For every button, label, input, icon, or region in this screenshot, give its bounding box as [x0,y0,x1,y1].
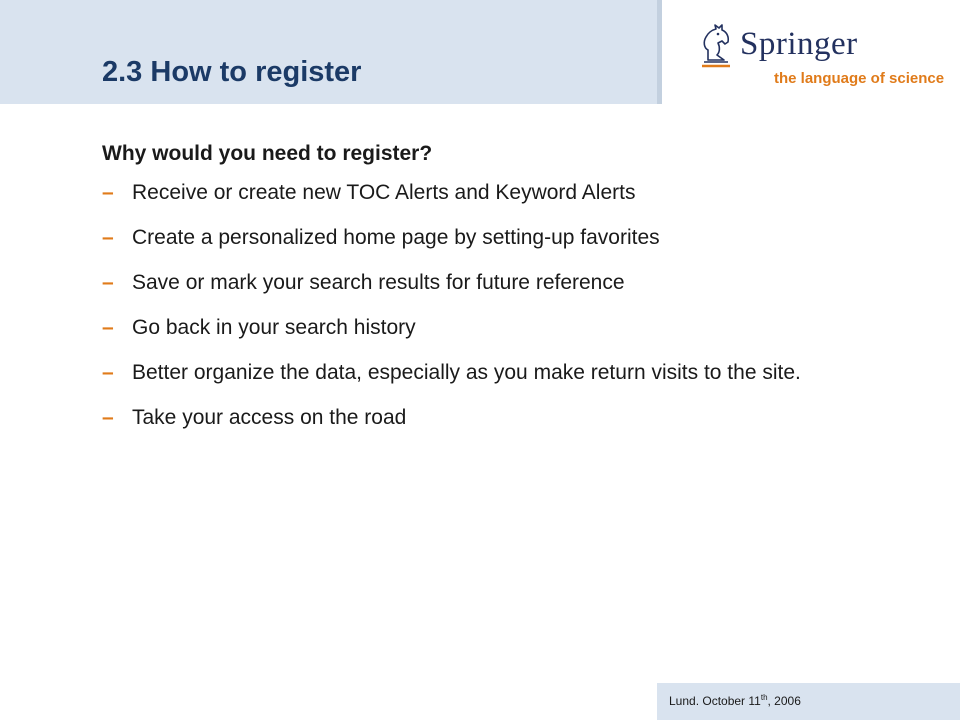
footer-date-ordinal: th [760,693,768,702]
dash-bullet-icon: – [102,406,114,430]
list-item [102,312,902,343]
bullet-text: Save or mark your search results for future reference [132,271,625,295]
footer-date-year: , 2006 [767,694,801,708]
bullet-text: Create a personalized home page by setting-up favorites [132,226,660,250]
logo-tagline: the language of science [774,70,945,87]
bullet-text: Take your access on the road [132,406,407,430]
list-item [102,267,902,298]
bullet-text: Receive or create new TOC Alerts and Keyword Alerts [132,181,636,205]
list-item [102,357,902,388]
footer-date-prefix: Lund. October 11 [669,694,761,708]
dash-bullet-icon: – [102,316,114,340]
list-item [102,222,902,253]
slide-body [102,140,902,447]
dash-bullet-icon: – [102,271,114,295]
slide-title: 2.3 How to register [102,56,362,88]
list-item [102,402,902,433]
bullet-text: Go back in your search history [132,316,416,340]
springer-logo [690,22,945,92]
knight-horse-icon [698,22,736,68]
bullet-list [102,177,902,433]
dash-bullet-icon: – [102,226,114,250]
section-heading: Why would you need to register? [102,142,433,165]
header-divider [657,0,662,104]
list-item [102,177,902,208]
dash-bullet-icon: – [102,361,114,385]
dash-bullet-icon: – [102,181,114,205]
bullet-text: Better organize the data, especially as you make return visits to the site. [132,361,801,385]
footer-date [669,693,801,708]
logo-wordmark: Springer [740,26,858,62]
